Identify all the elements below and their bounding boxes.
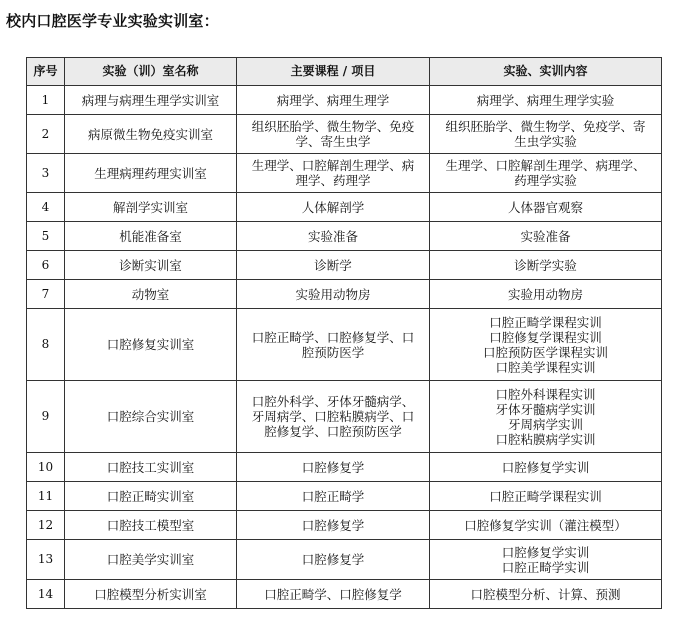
room-name: 解剖学实训室 <box>65 193 237 222</box>
content-line: 口腔粘膜病学实训 <box>495 431 596 447</box>
course-cell <box>237 193 430 222</box>
course-line: 口腔修复学 <box>301 517 365 533</box>
row-number: 10 <box>27 453 65 482</box>
course-line: 口腔修复学 <box>301 552 365 567</box>
content-line: 口腔美学课程实训 <box>495 359 596 375</box>
table-row <box>27 580 662 609</box>
room-name: 口腔修复实训室 <box>65 309 237 381</box>
content-line: 生虫学实验 <box>514 134 577 149</box>
course-cell <box>237 86 430 115</box>
course-cell <box>237 381 430 453</box>
course-line: 口腔外科学、牙体牙髓病学、 <box>251 394 415 409</box>
content-line: 药理学实验 <box>514 173 577 188</box>
content-cell <box>430 86 662 115</box>
course-line: 牙周病学、口腔粘膜病学、口 <box>251 409 415 424</box>
course-line: 口腔正畸学 <box>301 488 365 504</box>
table-row <box>27 309 662 381</box>
table-row <box>27 453 662 482</box>
table-row <box>27 251 662 280</box>
room-name: 口腔综合实训室 <box>65 381 237 453</box>
content-cell <box>430 381 662 453</box>
content-cell <box>430 453 662 482</box>
course-line: 腔预防医学 <box>301 344 365 360</box>
table-row <box>27 482 662 511</box>
row-number: 12 <box>27 511 65 540</box>
content-line: 牙周病学实训 <box>507 416 583 432</box>
course-cell <box>237 482 430 511</box>
course-line: 病理学、病理生理学 <box>276 92 390 108</box>
row-number: 1 <box>27 86 65 115</box>
course-cell <box>237 251 430 280</box>
row-number: 9 <box>27 381 65 453</box>
row-number: 6 <box>27 251 65 280</box>
table-row <box>27 280 662 309</box>
row-number: 13 <box>27 540 65 580</box>
course-line: 理学、药理学 <box>295 173 371 188</box>
course-cell <box>237 540 430 580</box>
content-line: 口腔修复学实训（灌注模型） <box>464 517 627 533</box>
row-number: 8 <box>27 309 65 381</box>
table-header-row <box>27 58 662 86</box>
course-line: 人体解剖学 <box>301 199 365 215</box>
course-cell <box>237 453 430 482</box>
room-name: 诊断实训室 <box>65 251 237 280</box>
course-line: 口腔正畸学、口腔修复学、口 <box>251 329 415 345</box>
table-row <box>27 154 662 193</box>
course-line: 诊断学 <box>314 257 352 273</box>
course-cell <box>237 115 430 154</box>
content-line: 诊断学实验 <box>514 257 577 273</box>
room-name: 病原微生物免疫实训室 <box>65 115 237 154</box>
room-name: 口腔正畸实训室 <box>65 482 237 511</box>
course-line: 实验用动物房 <box>295 286 371 302</box>
table-row <box>27 222 662 251</box>
content-cell <box>430 115 662 154</box>
course-cell <box>237 154 430 193</box>
room-name: 动物室 <box>65 280 237 309</box>
table-row <box>27 86 662 115</box>
row-number: 11 <box>27 482 65 511</box>
content-line: 生理学、口腔解剖生理学、病理学、 <box>445 158 646 173</box>
table-row <box>27 193 662 222</box>
content-line: 实验用动物房 <box>507 286 583 302</box>
room-name: 口腔美学实训室 <box>65 540 237 580</box>
content-line: 人体器官观察 <box>507 199 583 215</box>
room-name: 口腔技工模型室 <box>65 511 237 540</box>
content-cell <box>430 222 662 251</box>
course-cell <box>237 309 430 381</box>
table-row <box>27 115 662 154</box>
content-cell <box>430 580 662 609</box>
room-name: 口腔技工实训室 <box>65 453 237 482</box>
table-row <box>27 511 662 540</box>
content-cell <box>430 193 662 222</box>
row-number: 3 <box>27 154 65 193</box>
content-cell <box>430 280 662 309</box>
content-cell <box>430 482 662 511</box>
row-number: 2 <box>27 115 65 154</box>
lab-table <box>26 57 662 609</box>
header-no: 序号 <box>27 58 65 86</box>
content-line: 口腔正畸学课程实训 <box>489 488 602 504</box>
content-line: 口腔修复学课程实训 <box>489 329 602 345</box>
room-name: 口腔模型分析实训室 <box>65 580 237 609</box>
content-line: 口腔正畸学实训 <box>501 559 590 575</box>
header-course: 主要课程 / 项目 <box>237 58 430 86</box>
course-line: 生理学、口腔解剖生理学、病 <box>251 158 415 173</box>
content-cell <box>430 251 662 280</box>
content-cell <box>430 309 662 381</box>
content-line: 口腔外科课程实训 <box>495 386 596 402</box>
course-line: 学、寄生虫学 <box>295 134 371 149</box>
course-cell <box>237 222 430 251</box>
header-room-name: 实验（训）室名称 <box>65 58 237 86</box>
content-line: 口腔正畸学课程实训 <box>489 314 602 330</box>
course-line: 口腔正畸学、口腔修复学 <box>264 586 402 602</box>
content-line: 组织胚胎学、微生物学、免疫学、寄 <box>445 119 646 134</box>
row-number: 7 <box>27 280 65 309</box>
content-line: 口腔预防医学课程实训 <box>482 344 608 360</box>
content-line: 口腔模型分析、计算、预测 <box>470 586 621 602</box>
content-line: 病理学、病理生理学实验 <box>476 92 615 108</box>
content-cell <box>430 154 662 193</box>
content-cell <box>430 540 662 580</box>
header-content: 实验、实训内容 <box>430 58 662 86</box>
content-line: 实验准备 <box>520 228 571 244</box>
content-line: 口腔修复学实训 <box>501 459 590 475</box>
content-line: 口腔修复学实训 <box>501 544 590 560</box>
row-number: 4 <box>27 193 65 222</box>
course-cell <box>237 580 430 609</box>
content-cell <box>430 511 662 540</box>
content-line: 牙体牙髓病学实训 <box>495 401 596 417</box>
table-body <box>27 86 662 609</box>
course-line: 组织胚胎学、微生物学、免疫 <box>251 119 415 134</box>
room-name: 生理病理药理实训室 <box>65 154 237 193</box>
course-line: 腔修复学、口腔预防医学 <box>264 424 402 439</box>
room-name: 机能准备室 <box>65 222 237 251</box>
room-name: 病理与病理生理学实训室 <box>65 86 237 115</box>
table-row <box>27 540 662 580</box>
course-line: 实验准备 <box>307 228 358 244</box>
row-number: 14 <box>27 580 65 609</box>
course-cell <box>237 280 430 309</box>
page-title: 校内口腔医学专业实验实训室： <box>6 12 219 30</box>
table-row <box>27 381 662 453</box>
course-cell <box>237 511 430 540</box>
course-line: 口腔修复学 <box>301 459 365 475</box>
row-number: 5 <box>27 222 65 251</box>
